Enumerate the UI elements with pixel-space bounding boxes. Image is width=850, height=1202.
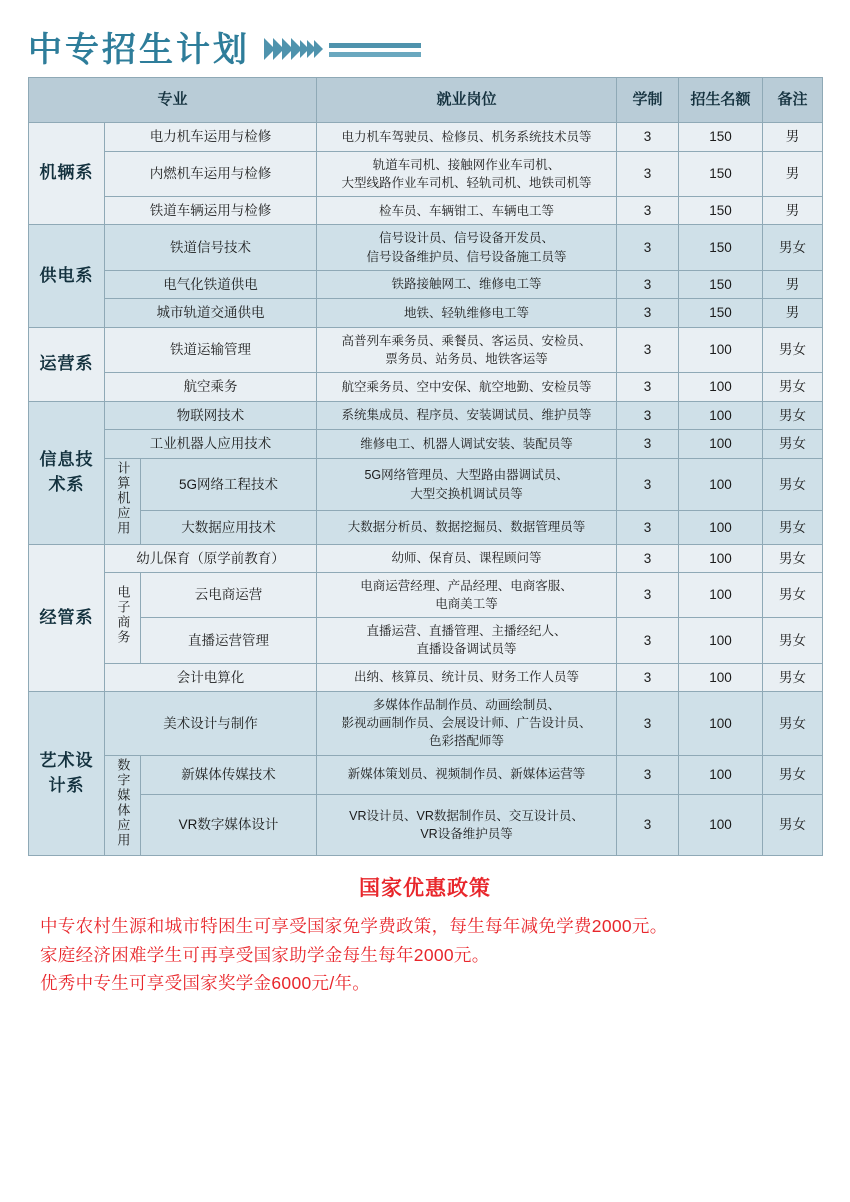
major-cell: 城市轨道交通供电	[105, 299, 317, 328]
years-cell: 3	[617, 755, 679, 794]
job-cell: 航空乘务员、空中安保、航空地勤、安检员等	[317, 373, 617, 402]
table-row	[29, 692, 823, 755]
years-cell: 3	[617, 225, 679, 270]
table-row	[29, 123, 823, 152]
note-cell: 男	[763, 123, 823, 152]
quota-cell: 100	[679, 755, 763, 794]
table-row	[29, 225, 823, 270]
table-row	[29, 458, 823, 511]
note-cell: 男女	[763, 458, 823, 511]
major-cell: 新媒体传媒技术	[141, 755, 317, 794]
note-cell: 男女	[763, 511, 823, 544]
major-cell: 铁道车辆运用与检修	[105, 196, 317, 225]
quota-cell: 100	[679, 544, 763, 573]
years-cell: 3	[617, 618, 679, 663]
header-bar	[329, 43, 421, 48]
quota-cell: 100	[679, 327, 763, 372]
table-row	[29, 573, 823, 618]
job-cell: 新媒体策划员、视频制作员、新媒体运营等	[317, 755, 617, 794]
years-cell: 3	[617, 123, 679, 152]
note-cell: 男女	[763, 692, 823, 755]
job-cell: 出纳、核算员、统计员、财务工作人员等	[317, 663, 617, 692]
years-cell: 3	[617, 692, 679, 755]
years-cell: 3	[617, 299, 679, 328]
major-cell: 幼儿保育（原学前教育）	[105, 544, 317, 573]
table-row	[29, 151, 823, 196]
column-header-note: 备注	[763, 78, 823, 123]
job-cell: 电商运营经理、产品经理、电商客服、 电商美工等	[317, 573, 617, 618]
table-row	[29, 327, 823, 372]
column-header-major: 专业	[29, 78, 317, 123]
job-cell: 检车员、车辆钳工、车辆电工等	[317, 196, 617, 225]
enrollment-table-wrapper	[0, 77, 850, 856]
note-cell: 男	[763, 270, 823, 299]
quota-cell: 100	[679, 430, 763, 459]
major-cell: 航空乘务	[105, 373, 317, 402]
department-cell: 经管系	[29, 544, 105, 692]
table-row	[29, 794, 823, 856]
years-cell: 3	[617, 458, 679, 511]
major-cell: 大数据应用技术	[141, 511, 317, 544]
table-head	[29, 78, 823, 123]
job-cell: 铁路接触网工、维修电工等	[317, 270, 617, 299]
years-cell: 3	[617, 270, 679, 299]
table-row	[29, 401, 823, 430]
policy-line: 优秀中专生可享受国家奖学金6000元/年。	[40, 973, 371, 994]
major-cell: 会计电算化	[105, 663, 317, 692]
job-cell: 5G网络管理员、大型路由器调试员、 大型交换机调试员等	[317, 458, 617, 511]
major-cell: 美术设计与制作	[105, 692, 317, 755]
quota-cell: 150	[679, 151, 763, 196]
years-cell: 3	[617, 430, 679, 459]
policy-lines	[28, 912, 822, 997]
department-cell: 信息技术系	[29, 401, 105, 544]
page-header	[0, 0, 850, 77]
job-cell: 信号设计员、信号设备开发员、 信号设备维护员、信号设备施工员等	[317, 225, 617, 270]
enrollment-table	[28, 77, 823, 856]
note-cell: 男女	[763, 327, 823, 372]
major-cell: 工业机器人应用技术	[105, 430, 317, 459]
job-cell: VR设计员、VR数据制作员、交互设计员、 VR设备维护员等	[317, 794, 617, 856]
table-row	[29, 430, 823, 459]
job-cell: 高普列车乘务员、乘餐员、客运员、安检员、 票务员、站务员、地铁客运等	[317, 327, 617, 372]
table-row	[29, 373, 823, 402]
major-cell: 物联网技术	[105, 401, 317, 430]
quota-cell: 150	[679, 299, 763, 328]
quota-cell: 100	[679, 663, 763, 692]
years-cell: 3	[617, 196, 679, 225]
note-cell: 男女	[763, 618, 823, 663]
job-cell: 多媒体作品制作员、动画绘制员、 影视动画制作员、会展设计师、广告设计员、 色彩搭配师等	[317, 692, 617, 755]
job-cell: 大数据分析员、数据挖掘员、数据管理员等	[317, 511, 617, 544]
table-row	[29, 544, 823, 573]
years-cell: 3	[617, 373, 679, 402]
header-bar	[329, 52, 421, 57]
job-cell: 电力机车驾驶员、检修员、机务系统技术员等	[317, 123, 617, 152]
department-cell: 机辆系	[29, 123, 105, 225]
policy-line: 家庭经济困难学生可再享受国家助学金每生每年2000元。	[40, 944, 490, 965]
quota-cell: 100	[679, 373, 763, 402]
policy-line: 中专农村生源和城市特困生可享受国家免学费政策，每生每年减免学费2000元。	[40, 916, 668, 937]
table-header-row	[29, 78, 823, 123]
quota-cell: 150	[679, 123, 763, 152]
major-cell: 铁道信号技术	[105, 225, 317, 270]
quota-cell: 100	[679, 618, 763, 663]
policy-title: 国家优惠政策	[359, 877, 491, 901]
policy-footer	[0, 856, 850, 997]
subgroup-cell: 计算机应用	[105, 458, 141, 544]
page-title: 中专招生计划	[28, 30, 250, 70]
note-cell: 男女	[763, 373, 823, 402]
quota-cell: 100	[679, 692, 763, 755]
job-cell: 系统集成员、程序员、安装调试员、维护员等	[317, 401, 617, 430]
table-row	[29, 663, 823, 692]
quota-cell: 100	[679, 794, 763, 856]
job-cell: 地铁、轻轨维修电工等	[317, 299, 617, 328]
column-header-years: 学制	[617, 78, 679, 123]
quota-cell: 150	[679, 196, 763, 225]
table-body	[29, 123, 823, 856]
note-cell: 男女	[763, 794, 823, 856]
chevron-decoration	[264, 38, 421, 60]
note-cell: 男女	[763, 225, 823, 270]
major-cell: 直播运营管理	[141, 618, 317, 663]
department-cell: 供电系	[29, 225, 105, 327]
years-cell: 3	[617, 544, 679, 573]
years-cell: 3	[617, 794, 679, 856]
major-cell: 内燃机车运用与检修	[105, 151, 317, 196]
subgroup-cell: 数字媒体应用	[105, 755, 141, 856]
job-cell: 轨道车司机、接触网作业车司机、 大型线路作业车司机、轻轨司机、地铁司机等	[317, 151, 617, 196]
major-cell: VR数字媒体设计	[141, 794, 317, 856]
column-header-quota: 招生名额	[679, 78, 763, 123]
table-row	[29, 270, 823, 299]
chevron-right-icon	[314, 40, 323, 58]
note-cell: 男女	[763, 663, 823, 692]
table-row	[29, 299, 823, 328]
note-cell: 男女	[763, 430, 823, 459]
quota-cell: 150	[679, 270, 763, 299]
years-cell: 3	[617, 511, 679, 544]
column-header-job: 就业岗位	[317, 78, 617, 123]
table-row	[29, 618, 823, 663]
years-cell: 3	[617, 401, 679, 430]
note-cell: 男女	[763, 544, 823, 573]
header-bars	[329, 43, 421, 57]
years-cell: 3	[617, 573, 679, 618]
table-row	[29, 511, 823, 544]
note-cell: 男女	[763, 401, 823, 430]
quota-cell: 100	[679, 573, 763, 618]
major-cell: 电力机车运用与检修	[105, 123, 317, 152]
major-cell: 电气化铁道供电	[105, 270, 317, 299]
quota-cell: 100	[679, 401, 763, 430]
subgroup-cell: 电子商务	[105, 573, 141, 664]
table-row	[29, 196, 823, 225]
department-cell: 运营系	[29, 327, 105, 401]
note-cell: 男女	[763, 755, 823, 794]
job-cell: 幼师、保育员、课程顾问等	[317, 544, 617, 573]
department-cell: 艺术设计系	[29, 692, 105, 856]
major-cell: 云电商运营	[141, 573, 317, 618]
table-row	[29, 755, 823, 794]
job-cell: 维修电工、机器人调试安装、装配员等	[317, 430, 617, 459]
quota-cell: 100	[679, 458, 763, 511]
job-cell: 直播运营、直播管理、主播经纪人、 直播设备调试员等	[317, 618, 617, 663]
major-cell: 铁道运输管理	[105, 327, 317, 372]
quota-cell: 100	[679, 511, 763, 544]
note-cell: 男	[763, 196, 823, 225]
quota-cell: 150	[679, 225, 763, 270]
note-cell: 男	[763, 151, 823, 196]
years-cell: 3	[617, 663, 679, 692]
years-cell: 3	[617, 327, 679, 372]
note-cell: 男女	[763, 573, 823, 618]
note-cell: 男	[763, 299, 823, 328]
major-cell: 5G网络工程技术	[141, 458, 317, 511]
years-cell: 3	[617, 151, 679, 196]
